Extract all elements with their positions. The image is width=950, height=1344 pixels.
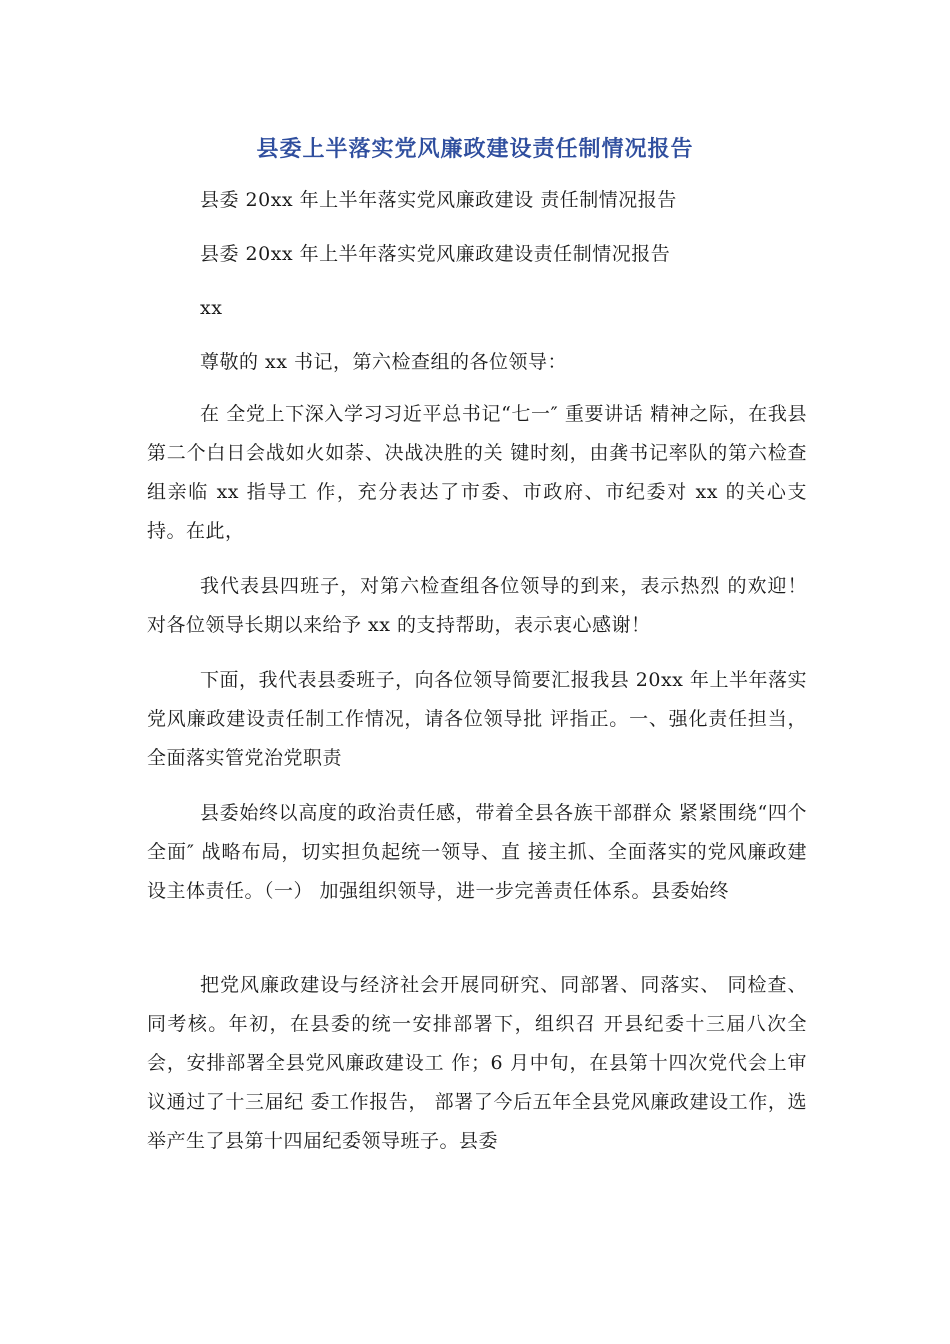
paragraph-3: 下面，我代表县委班子，向各位领导简要汇报我县 20xx 年上半年落实党风廉政建设责任制工作情况，请各位领导批 评指正。一、强化责任担当，全面落实管党治党职责 <box>147 669 807 769</box>
paragraph-4: 县委始终以高度的政治责任感，带着全县各族干部群众 紧紧围绕“四个全面″ 战略布局，切实担负起统一领导、直 接主抓、全面落实的党风廉政建设主体责任。（一） 加强组织领导，进一步完善责任体系。县委始终 <box>147 802 807 902</box>
subtitle-line-1: 县委 20xx 年上半年落实党风廉政建设 责任制情况报告 <box>200 189 677 211</box>
paragraph-2: 我代表县四班子，对第六检查组各位领导的到来，表示热烈 的欢迎！对各位领导长期以来给予 xx 的支持帮助，表示衷心感谢！ <box>147 575 807 636</box>
salutation: 尊敬的 xx 书记，第六检查组的各位领导： <box>200 351 568 373</box>
subtitle-line-2: 县委 20xx 年上半年落实党风廉政建设责任制情况报告 <box>200 243 671 265</box>
document-title: 县委上半落实党风廉政建设责任制情况报告 <box>256 137 694 162</box>
author-line: xx <box>200 297 223 319</box>
paragraph-5: 把党风廉政建设与经济社会开展同研究、同部署、同落实、 同检查、同考核。年初，在县委的统一安排部署下，组织召 开县纪委十三届八次全会，安排部署全县党风廉政建设工 作；6 月中旬，在县第十四次党代会上审议通过了十三届纪 委工作报告， 部署了今后五年全县党风廉政建设工作，选举产生了县第十四届纪委领导班子。县委 <box>147 974 807 1152</box>
paragraph-1: 在 全党上下深入学习习近平总书记“七一″ 重要讲话 精神之际，在我县第二个白日会战如火如荼、决战决胜的关 键时刻，由龚书记率队的第六检查组亲临 xx 指导工 作，充分表达了市委、市政府、市纪委对 xx 的关心支持。在此， <box>147 403 807 542</box>
